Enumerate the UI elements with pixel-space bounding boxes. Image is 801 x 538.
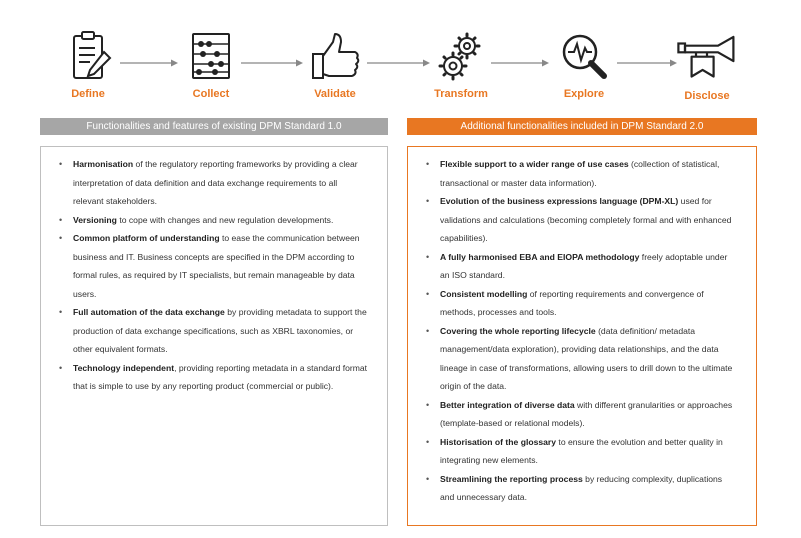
list-item: • Full automation of the data exchange by providing metadata to support the production of data exchange specifications, such as XBRL taxonomies, or other equivalent formats.	[73, 303, 369, 359]
list-item: • Common platform of understanding to ease the communication between business and IT. Business concepts are specified in the DPM according to formal rules, as required by IT specialists, but remain manageable by data users.	[73, 229, 369, 303]
step-label: Explore	[563, 88, 605, 100]
step-disclose	[662, 30, 752, 102]
left-panel-header: Functionalities and features of existing DPM Standard 1.0	[40, 118, 388, 135]
list-item: • Flexible support to a wider range of use cases (collection of statistical, transactional or master data information).	[440, 155, 738, 192]
list-item: • Consistent modelling of reporting requirements and convergence of methods, processes and tools.	[440, 285, 738, 322]
list-item: • Harmonisation of the regulatory reporting frameworks by providing a clear interpretation of data definition and data exchange requirements to all relevant stakeholders.	[73, 155, 369, 211]
list-item: • Better integration of diverse data with different granularities or approaches (template-based or relational models).	[440, 396, 738, 433]
step-label: Transform	[434, 88, 488, 100]
gears-icon	[431, 30, 491, 84]
trumpet-icon	[674, 30, 740, 90]
right-panel	[407, 146, 757, 526]
list-item: • Evolution of the business expressions language (DPM-XL) used for validations and calculations (becoming completely formal and with enhanced capabilities).	[440, 192, 738, 248]
step-label: Define	[71, 88, 105, 100]
step-label: Disclose	[684, 90, 730, 102]
right-panel-header: Additional functionalities included in DPM Standard 2.0	[407, 118, 757, 135]
list-item: • A fully harmonised EBA and EIOPA methodology freely adoptable under an ISO standard.	[440, 248, 738, 285]
left-feature-list	[59, 155, 369, 396]
list-item: • Versioning to cope with changes and new regulation developments.	[73, 211, 369, 230]
clipboard-pencil-icon	[58, 30, 118, 84]
list-item: • Historisation of the glossary to ensure the evolution and better quality in integrating new elements.	[440, 433, 738, 470]
list-item: • Technology independent, providing reporting metadata in a standard format that is simple to use by any reporting product (commercial or public).	[73, 359, 369, 396]
step-explore	[539, 30, 629, 100]
abacus-icon	[181, 30, 241, 84]
step-label: Collect	[192, 88, 230, 100]
magnifier-chart-icon	[554, 30, 614, 84]
left-panel	[40, 146, 388, 526]
list-item: • Streamlining the reporting process by reducing complexity, duplications and unnecessary data.	[440, 470, 738, 507]
list-item: • Covering the whole reporting lifecycle (data definition/ metadata management/data exploration), providing data relationships, and the data lineage in case of transformations, allowing users to drill down to the ultimate origin of the data.	[440, 322, 738, 396]
right-feature-list	[426, 155, 738, 507]
step-label: Validate	[314, 88, 356, 100]
thumbs-up-icon	[305, 30, 365, 84]
